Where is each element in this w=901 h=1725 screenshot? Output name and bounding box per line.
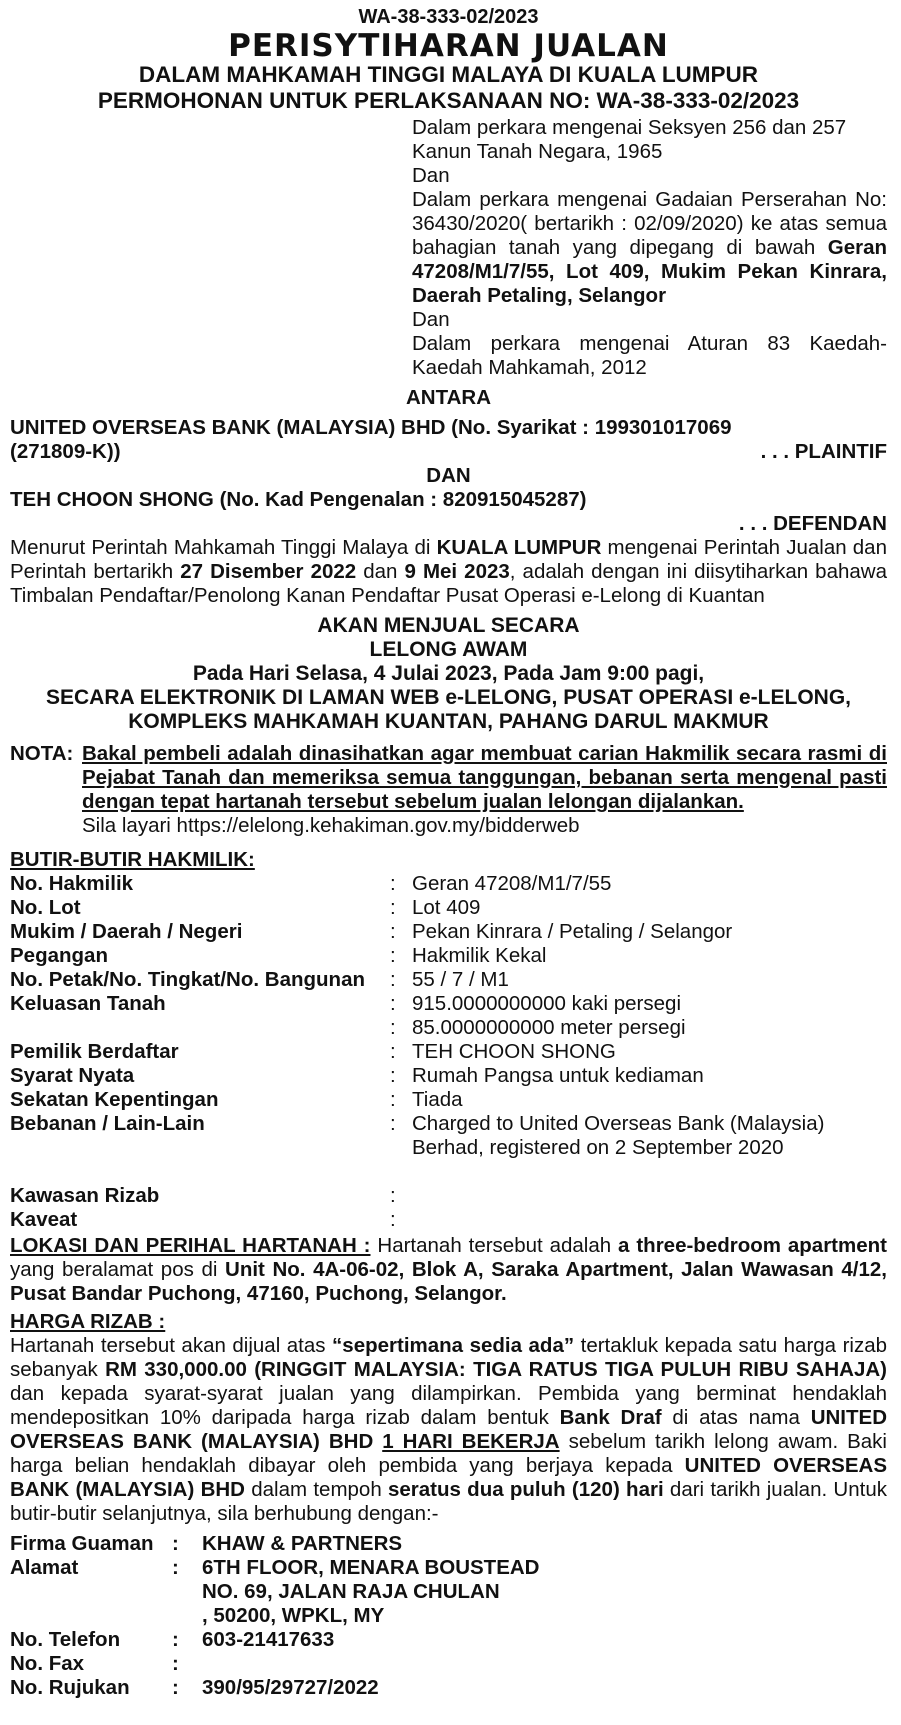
detail-value: Rumah Pangsa untuk kediaman [412,1064,704,1087]
title-details-table: No. Hakmilik : Geran 47208/M1/7/55 No. Lot : Lot 409 Mukim / Daerah / Negeri : Pekan Kinrara / Petaling / Selangor Pegangan : Hakmilik Kekal No. Petak/No. Tingkat/No. Bangunan : 55 / 7 / M1 Keluasan Tanah : 915.0000000000 kaki persegi : 85.0000000000 meter persegi Pemilik Berdaftar : TEH CHOON SHONG Syarat Nyata : Rumah Pangsa untuk kediaman Sekatan Kepentingan : Tiada Bebanan / Lain-Lain : Charged to United Overseas Bank (Malaysia) Berhad, registered on 2 September 2020 Kawasan Rizab : Kaveat : [10,872,887,1232]
contact-value: NO. 69, JALAN RAJA CHULAN [202,1580,500,1603]
notice-title: PERISYTIHARAN JUALAN [228,28,669,64]
sale-line-2: LELONG AWAM [369,638,528,661]
detail-value: 915.0000000000 kaki persegi [412,992,681,1015]
detail-key [10,1016,390,1040]
dan-label: DAN [426,464,471,487]
matter-title-ref: Geran 47208/M1/7/55, Lot 409, Mukim Pekan Kinrara, Daerah Petaling, Selangor [412,236,887,307]
detail-value: Charged to United Overseas Bank (Malaysia) Berhad, registered on 2 September 2020 [412,1112,825,1159]
sale-announcement [10,614,887,734]
nota-label: NOTA: [10,742,74,765]
application-number: PERMOHONAN UNTUK PERLAKSANAAN NO: WA-38-333-02/2023 [97,88,800,113]
matter-block [412,116,887,380]
detail-value: Lot 409 [412,896,481,919]
contact-table: Firma Guaman : KHAW & PARTNERS Alamat : 6TH FLOOR, MENARA BOUSTEAD NO. 69, JALAN RAJA CHULAN , 50200, WPKL, MY No. Telefon : 603-21417633 No. Fax : No. Rujukan : 390/95/29727/2022 [10,1532,887,1700]
defendant-line: TEH CHOON SHONG (No. Kad Pengenalan : 820915045287) [10,488,587,511]
reserve-paragraph: Hartanah tersebut akan dijual atas “sepertimana sedia ada” tertakluk kepada satu harga rizab sebanyak RM 330,000.00 (RINGGIT MALAYSIA: TIGA RATUS TIGA PULUH RIBU SAHAJA) dan kepada syarat-syarat jualan yang dilampirkan. Pembida yang berminat hendaklah mendepositkan 10% daripada harga rizab dalam bentuk Bank Draf di atas nama UNITED OVERSEAS BANK (MALAYSIA) BHD 1 HARI BEKERJA sebelum tarikh lelong awam. Baki harga belian hendaklah dibayar oleh pembida yang berjaya kepada UNITED OVERSEAS BANK (MALAYSIA) BHD dalam tempoh seratus dua puluh (120) hari dari tarikh jualan. Untuk butir-butir selanjutnya, sila berhubung dengan:- [10,1334,888,1525]
detail-value [412,1208,887,1232]
contact-value: 603-21417633 [202,1628,335,1651]
sale-venue-2: KOMPLEKS MAHKAMAH KUANTAN, PAHANG DARUL MAKMUR [128,710,769,733]
matter-dan-1: Dan [412,164,450,187]
detail-value: 85.0000000000 meter persegi [412,1016,686,1039]
plaintiff-role: . . . PLAINTIF [760,440,887,463]
detail-key: Sekatan Kepentingan [10,1088,219,1111]
detail-key: Bebanan / Lain-Lain [10,1112,205,1135]
nota-text: Bakal pembeli adalah dinasihatkan agar membuat carian Hakmilik secara rasmi di Pejabat Tanah dan memeriksa semua tanggungan, bebanan serta mengenal pasti dengan tepat hartanah tersebut sebelum jualan lelongan dijalankan. [82,742,887,813]
detail-key: Mukim / Daerah / Negeri [10,920,243,943]
court-name: DALAM MAHKAMAH TINGGI MALAYA DI KUALA LUMPUR [138,62,759,87]
sale-date: Pada Hari Selasa, 4 Julai 2023, Pada Jam 9:00 pagi, [192,662,705,685]
plaintiff-line-1: UNITED OVERSEAS BANK (MALAYSIA) BHD (No. Syarikat : 199301017069 [10,416,732,439]
defendant-role: . . . DEFENDAN [738,512,887,535]
contact-key [10,1604,172,1628]
detail-key: No. Hakmilik [10,872,134,895]
plaintiff-company-no: (271809-K)) [10,440,121,463]
plaintiff-line-2 [10,440,887,464]
case-reference: WA-38-333-02/2023 [358,6,539,28]
location-paragraph: LOKASI DAN PERIHAL HARTANAH : Hartanah tersebut adalah a three-bedroom apartment yang beralamat pos di Unit No. 4A-06-02, Blok A, Saraka Apartment, Jalan Wawasan 4/12, Pusat Bandar Puchong, 47160, Puchong, Selangor. [10,1234,887,1305]
matter-charge: Dalam perkara mengenai Gadaian Perserahan No: 36430/2020( bertarikh : 02/09/2020) ke atas semua bahagian tanah yang dipegang di bawah Geran 47208/M1/7/55, Lot 409, Mukim Pekan Kinrara, Daerah Petaling, Selangor [412,188,887,307]
nota-block [10,742,887,838]
detail-key: Pemilik Berdaftar [10,1040,179,1063]
matter-dan-2: Dan [412,308,450,331]
contact-value: KHAW & PARTNERS [202,1532,403,1555]
detail-value: Tiada [412,1088,463,1111]
contact-value [202,1652,887,1676]
sale-line-1: AKAN MENJUAL SECARA [317,614,580,637]
detail-key: Kawasan Rizab [10,1184,160,1207]
location-heading: LOKASI DAN PERIHAL HARTANAH : [10,1234,371,1257]
detail-value: 55 / 7 / M1 [412,968,509,991]
contact-value: , 50200, WPKL, MY [202,1604,385,1627]
contact-key: No. Telefon [10,1628,121,1651]
nota-link: Sila layari https://elelong.kehakiman.gov.my/bidderweb [82,814,580,837]
contact-value: 6TH FLOOR, MENARA BOUSTEAD [202,1556,540,1579]
detail-key: No. Petak/No. Tingkat/No. Bangunan [10,968,365,991]
detail-key: Keluasan Tanah [10,992,166,1015]
detail-value: Hakmilik Kekal [412,944,547,967]
detail-key: Kaveat [10,1208,78,1231]
contact-key: No. Rujukan [10,1676,130,1699]
property-address: Unit No. 4A-06-02, Blok A, Saraka Apartment, Jalan Wawasan 4/12, Pusat Bandar Puchong, 47160, Puchong, Selangor. [10,1258,887,1305]
contact-key [10,1580,172,1604]
sale-venue-1: SECARA ELEKTRONIK DI LAMAN WEB e-LELONG, PUSAT OPERASI e-LELONG, [45,686,852,709]
detail-key: Syarat Nyata [10,1064,135,1087]
matter-line-2: Kanun Tanah Negara, 1965 [412,140,663,163]
contact-key: No. Fax [10,1652,85,1675]
detail-key: No. Lot [10,896,81,919]
contact-key: Alamat [10,1556,79,1579]
matter-rules: Dalam perkara mengenai Aturan 83 Kaedah-Kaedah Mahkamah, 2012 [412,332,887,379]
reserve-price: RM 330,000.00 (RINGGIT MALAYSIA: TIGA RATUS TIGA PULUH RIBU SAHAJA) [105,1358,887,1381]
contact-key: Firma Guaman [10,1532,154,1555]
contact-value: 390/95/29727/2022 [202,1676,379,1699]
antara-label: ANTARA [405,386,492,409]
detail-value [412,1184,887,1208]
detail-key: Pegangan [10,944,108,967]
detail-value: Geran 47208/M1/7/55 [412,872,612,895]
reserve-heading: HARGA RIZAB : [10,1310,166,1333]
title-details-heading: BUTIR-BUTIR HAKMILIK: [10,848,255,871]
detail-value: Pekan Kinrara / Petaling / Selangor [412,920,733,943]
order-paragraph: Menurut Perintah Mahkamah Tinggi Malaya di KUALA LUMPUR mengenai Perintah Jualan dan Perintah bertarikh 27 Disember 2022 dan 9 Mei 2023, adalah dengan ini diisytiharkan bahawa Timbalan Pendaftar/Penolong Kanan Pendaftar Pusat Operasi e-Lelong di Kuantan [10,536,887,607]
detail-value: TEH CHOON SHONG [412,1040,616,1063]
matter-line-1: Dalam perkara mengenai Seksyen 256 dan 257 [412,116,847,139]
